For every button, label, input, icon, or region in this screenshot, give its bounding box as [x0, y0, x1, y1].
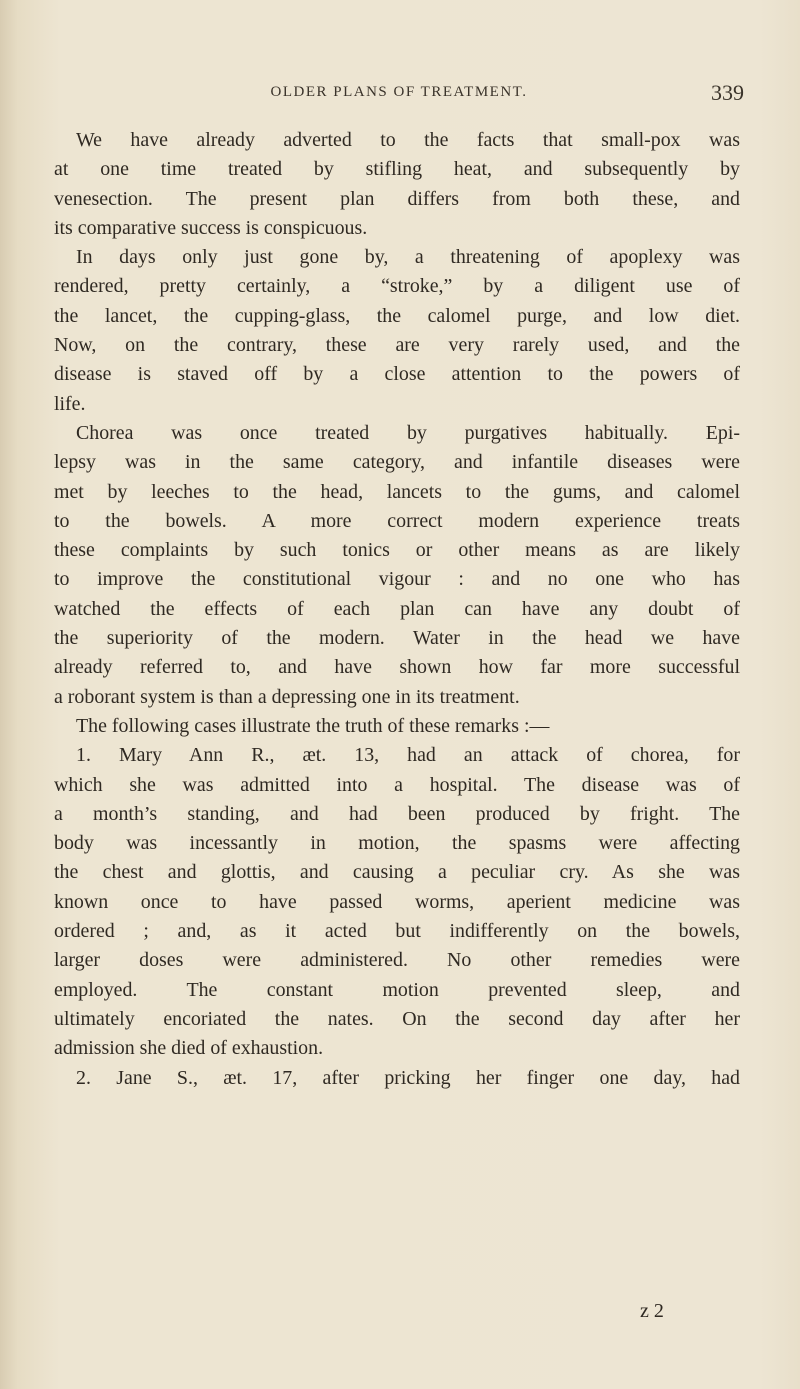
body-text: [54, 126, 740, 1093]
text-line: We have already adverted to the facts that small-pox was: [76, 129, 740, 151]
text-line: the superiority of the modern. Water in the head we have: [54, 627, 740, 650]
text-line: watched the effects of each plan can have any doubt of: [54, 597, 740, 620]
text-line: Now, on the contrary, these are very rarely used, and the: [54, 334, 740, 357]
text-line: Chorea was once treated by purgatives habitually. Epi-: [76, 421, 740, 444]
text-line: a month’s standing, and had been produced by fright. The: [54, 802, 740, 825]
text-line: known once to have passed worms, aperient medicine was: [54, 890, 740, 913]
text-line: the lancet, the cupping-glass, the calomel purge, and low diet.: [54, 304, 740, 327]
text-line: which she was admitted into a hospital. The disease was of: [54, 773, 740, 796]
text-line: larger doses were administered. No other remedies were: [54, 949, 740, 972]
text-line: 2. Jane S., æt. 17, after pricking her finger one day, had: [76, 1066, 740, 1089]
text-line: to the bowels. A more correct modern experience treats: [54, 509, 740, 532]
running-head: OLDER PLANS OF TREATMENT.: [270, 84, 528, 100]
page-number: 339: [711, 80, 744, 105]
text-line: ordered ; and, as it acted but indifferently on the bowels,: [54, 920, 740, 943]
text-line: the chest and glottis, and causing a peculiar cry. As she was: [54, 861, 740, 884]
text-line: at one time treated by stifling heat, and subsequently by: [54, 158, 740, 181]
text-line: met by leeches to the head, lancets to the gums, and calomel: [54, 480, 740, 503]
text-line: rendered, pretty certainly, a “stroke,” by a diligent use of: [54, 275, 740, 298]
text-line: already referred to, and have shown how far more successful: [54, 656, 740, 679]
text-line: these complaints by such tonics or other means as are likely: [54, 539, 740, 562]
text-line: 1. Mary Ann R., æt. 13, had an attack of chorea, for: [76, 744, 740, 767]
signature-mark: z 2: [640, 1300, 664, 1322]
text-line: lepsy was in the same category, and infantile diseases were: [54, 451, 740, 474]
text-line: In days only just gone by, a threatening of apoplexy was: [76, 246, 740, 269]
text-line: body was incessantly in motion, the spasms were affecting: [54, 832, 740, 855]
page-header: [54, 80, 744, 110]
text-line: admission she died of exhaustion.: [54, 1037, 324, 1060]
text-line: disease is staved off by a close attention to the powers of: [54, 363, 740, 386]
text-line: ultimately encoriated the nates. On the second day after her: [54, 1007, 740, 1030]
text-line: The following cases illustrate the truth of these remarks :—: [76, 714, 550, 737]
text-line: a roborant system is than a depressing one in its treatment.: [54, 685, 520, 708]
text-line: to improve the constitutional vigour : and no one who has: [54, 568, 740, 591]
text-line: employed. The constant motion prevented sleep, and: [54, 978, 740, 1001]
text-line: venesection. The present plan differs from both these, and: [54, 187, 740, 210]
text-line: life.: [54, 392, 86, 415]
text-line: its comparative success is conspicuous.: [54, 216, 368, 239]
